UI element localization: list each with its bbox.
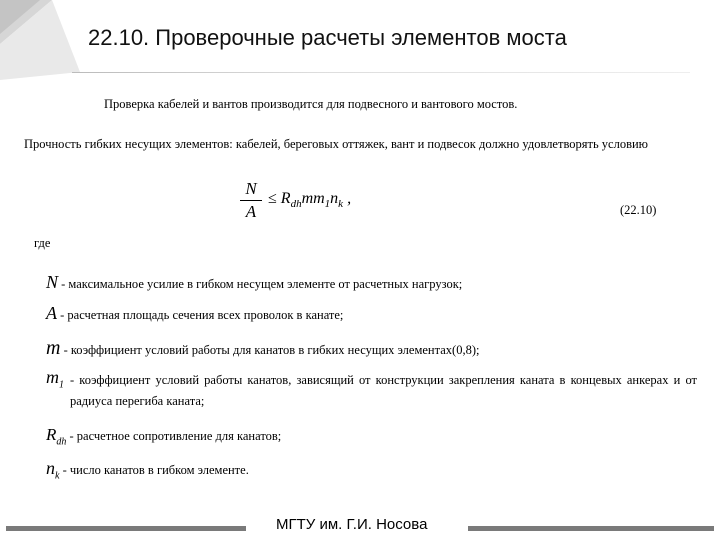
symbol-nk: $n_k$ [46, 458, 60, 482]
corner-decoration [0, 0, 80, 80]
footer-university: МГТУ им. Г.И. Носова [276, 516, 428, 533]
definition-m [46, 337, 479, 360]
definition-text: - число канатов в гибком элементе. [62, 463, 249, 477]
where-label: где [34, 236, 51, 250]
definition-m1-symbol [46, 367, 64, 391]
definition-n [46, 272, 462, 293]
intro-text: Проверка кабелей и вантов производится для подвесного и вантового мостов. [104, 97, 518, 111]
footer-bar-left [6, 526, 246, 531]
title-underline [72, 72, 690, 73]
definition-text: - расчетная площадь сечения всех проволок в канате; [60, 308, 344, 322]
equation-number: (22.10) [620, 203, 657, 217]
definition-text: - расчетное сопротивление для канатов; [69, 429, 282, 443]
symbol-m: m [46, 337, 61, 359]
definition-text: - коэффициент условий работы для канатов в гибких несущих элементах(0,8); [63, 343, 480, 357]
formula-rhs: ≤ $R_{dh}mm_1n_k$ , [268, 190, 352, 211]
symbol-m1: $m_1$ [46, 367, 64, 391]
formula-denominator: A [245, 202, 257, 221]
footer-bar-right [468, 526, 714, 531]
symbol-n: N [46, 272, 59, 292]
symbol-r: $R_{dh}$ [46, 425, 67, 448]
fraction-bar [240, 200, 262, 201]
definition-a [46, 303, 343, 324]
definition-m1-text: - коэффициент условий работы канатов, зависящий от конструкции закрепления каната в концевых анкерах и от радиуса перегиба каната; [70, 373, 697, 408]
page-title: 22.10. Проверочные расчеты элементов моста [88, 25, 567, 50]
definition-r [46, 425, 281, 447]
condition-paragraph: Прочность гибких несущих элементов: кабелей, береговых оттяжек, вант и подвесок должно удовлетворять условию [24, 137, 649, 151]
formula-fraction [240, 180, 262, 221]
definition-nk [46, 458, 249, 482]
formula-numerator: N [245, 179, 257, 198]
symbol-a: A [46, 303, 57, 323]
definition-text: - максимальное усилие в гибком несущем элементе от расчетных нагрузок; [61, 277, 463, 291]
